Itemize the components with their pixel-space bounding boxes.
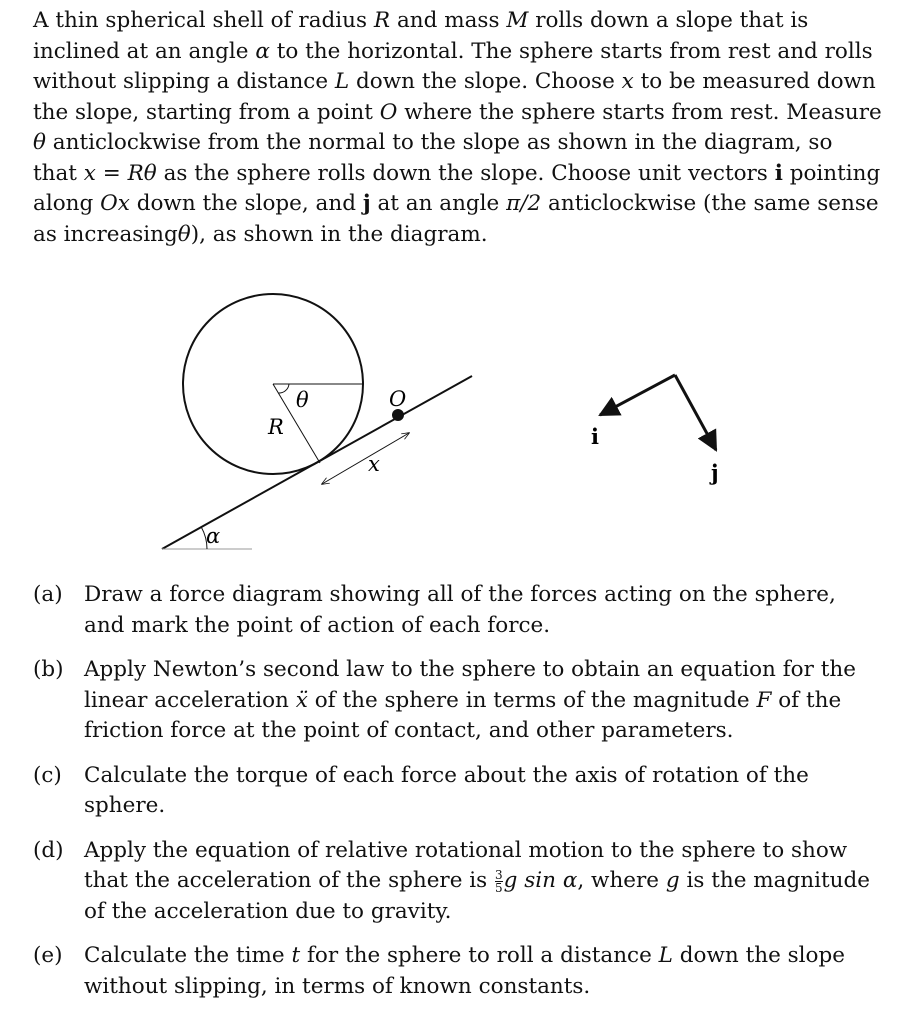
var-x-double-dot: ẍ — [295, 687, 308, 713]
part-d-text — [84, 836, 883, 928]
var-F: F — [756, 687, 772, 713]
var-L: L — [334, 69, 350, 94]
theta-angle-arc — [278, 384, 289, 393]
var-R: R — [373, 8, 391, 33]
angle-pi-over-2: π/2 — [506, 191, 542, 216]
part-d-text-1: Apply the equation of relative rotational motion to the sphere to show that the acceleration of the sphere is — [84, 837, 848, 893]
question-parts — [33, 580, 883, 1016]
part-b — [33, 655, 883, 747]
intro-text: A thin spherical shell of radius — [33, 8, 368, 33]
problem-intro — [33, 6, 883, 250]
distance-x-arrow — [322, 433, 409, 484]
label-theta: θ — [296, 388, 309, 412]
part-b-text — [84, 655, 883, 747]
intro-text: at an angle — [377, 191, 500, 216]
equation-x-r-theta: x = Rθ — [83, 160, 157, 186]
intro-text: anticlockwise from the normal to the slope as shown in the diagram, so that — [33, 130, 833, 186]
intro-text: and mass — [396, 8, 500, 33]
fraction-numerator: 3 — [495, 867, 503, 882]
part-c — [33, 761, 883, 822]
part-e-text-3: down the slope without slipping, in terms of known constants. — [84, 943, 845, 999]
part-e-text-1: Calculate the time — [84, 943, 285, 968]
part-c-text: Calculate the torque of each force about the axis of rotation of the sphere. — [84, 762, 809, 818]
var-O: O — [379, 99, 398, 125]
var-L: L — [658, 943, 673, 968]
intro-text: to be measured down the slope, starting from a point — [33, 69, 876, 125]
part-e-text-2: for the sphere to roll a distance — [306, 943, 652, 968]
part-d-text-3: is the magnitude of the acceleration due to gravity. — [84, 868, 870, 924]
part-a — [33, 580, 883, 641]
intro-text: down the slope. Choose — [356, 69, 615, 94]
var-theta: θ — [177, 221, 191, 247]
label-O: O — [389, 387, 407, 411]
var-t: t — [291, 943, 301, 968]
label-R: R — [268, 415, 284, 439]
part-b-text-1: Apply Newton’s second law to the sphere to obtain an equation for the linear acceleration — [84, 657, 856, 713]
axis-Ox: Ox — [100, 191, 130, 216]
intro-text: anticlockwise (the same sense as increasing — [33, 191, 879, 247]
part-e — [33, 941, 883, 1002]
sphere-on-slope-diagram — [0, 290, 903, 570]
part-d-label: (d) — [33, 837, 64, 863]
part-b-text-2: of the sphere in terms of the magnitude — [314, 687, 750, 713]
part-c-label: (c) — [33, 762, 62, 788]
unit-vector-j-arrow — [675, 375, 716, 450]
intro-text: down the slope, and — [136, 191, 356, 216]
part-e-label: (e) — [33, 943, 63, 968]
var-alpha: α — [255, 38, 270, 64]
intro-text: rolls down a slope that is inclined at an angle — [33, 8, 809, 64]
var-g: g — [665, 868, 680, 893]
part-d-text-2: , where — [577, 868, 660, 893]
label-i: i — [591, 424, 599, 449]
var-theta: θ — [33, 130, 46, 155]
part-a-text: Draw a force diagram showing all of the forces acting on the sphere, and mark the point of action of each force. — [84, 582, 836, 638]
part-e-text — [84, 941, 883, 1002]
part-b-text-3: of the friction force at the point of contact, and other parameters. — [84, 687, 842, 743]
expr-g-sin-alpha: g sin α — [503, 868, 578, 893]
fraction-denominator: 5 — [495, 880, 503, 895]
vector-i: i — [774, 160, 783, 186]
part-a-label: (a) — [33, 582, 63, 607]
label-x: x — [368, 452, 380, 476]
unit-vector-i-arrow — [600, 375, 675, 415]
intro-text: to the horizontal. The sphere starts from rest and rolls without slipping a distance — [33, 38, 873, 94]
label-alpha: α — [206, 524, 221, 548]
vector-j: j — [362, 191, 371, 216]
intro-text: pointing along — [33, 160, 881, 216]
intro-text: as the sphere rolls down the slope. Choose unit vectors — [163, 160, 768, 186]
part-d — [33, 836, 883, 928]
label-j: j — [711, 460, 719, 485]
intro-text: ), as shown in the diagram. — [190, 221, 488, 247]
intro-text: where the sphere starts from rest. Measure — [404, 99, 882, 125]
part-b-label: (b) — [33, 657, 64, 682]
fraction-three-fifths — [495, 869, 503, 894]
var-x: x — [621, 69, 634, 94]
var-M: M — [506, 8, 529, 33]
